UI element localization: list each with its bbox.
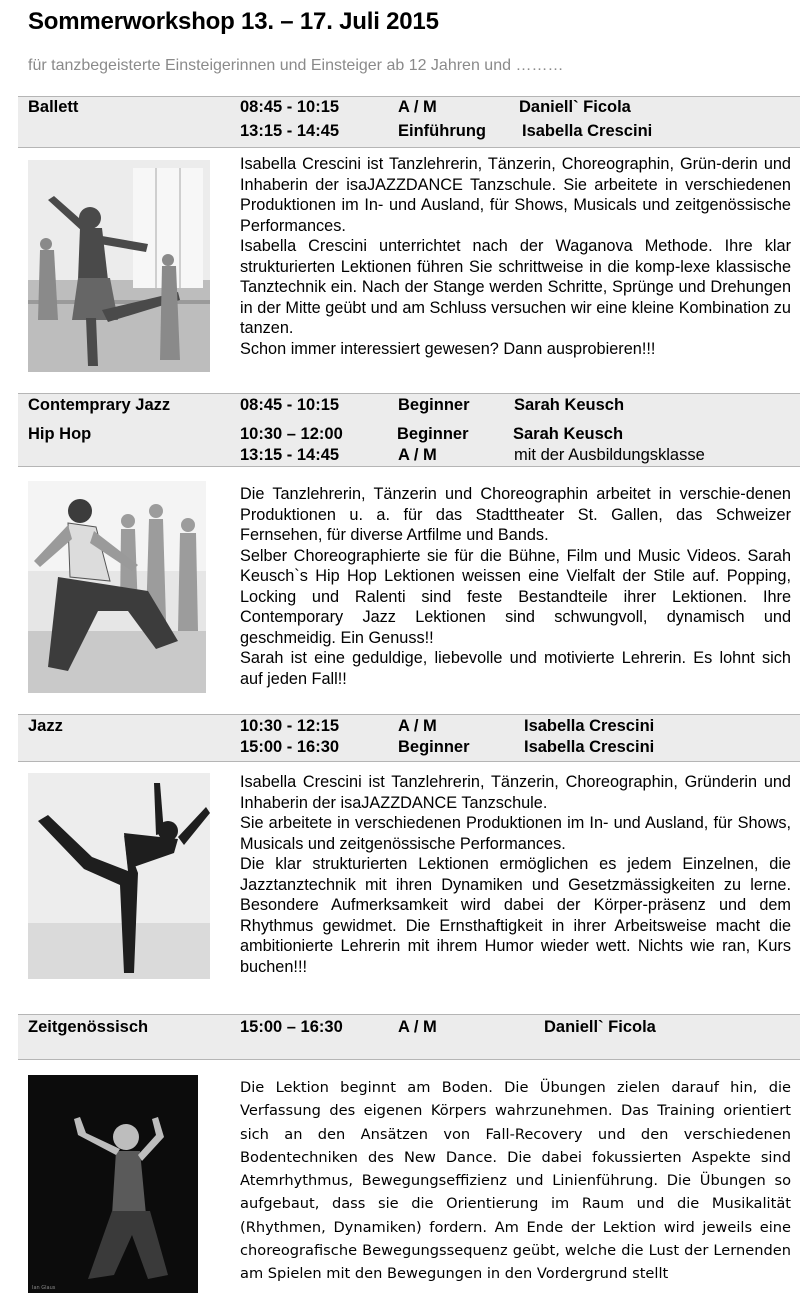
page-subtitle: für tanzbegeisterte Einsteigerinnen und Einsteiger ab 12 Jahren und ……… — [28, 57, 564, 74]
paragraph: Sarah ist eine geduldige, liebevolle und motivierte Lehrerin. Es lohnt sich auf jeden Fall!! — [240, 649, 791, 688]
schedule-time: 10:30 - 12:15 — [240, 717, 340, 735]
hiphop-description — [240, 484, 791, 689]
schedule-teacher: Sarah Keusch — [514, 396, 625, 414]
paragraph: Isabella Crescini ist Tanzlehrerin, Tänzerin, Choreographin, Grün-derin und Inhaberin der isaJAZZDANCE Tanzschule. Sie arbeitete in verschiedenen Produktionen im In- und Ausland, für Shows, Musicals und zeitgenössische Performances. — [240, 155, 791, 235]
schedule-level: A / M — [398, 717, 437, 735]
jazz-dancer-photo — [28, 773, 210, 979]
schedule-teacher: Isabella Crescini — [524, 717, 655, 735]
contemporary-dancer-photo — [28, 1075, 198, 1293]
schedule-teacher: Isabella Crescini — [522, 122, 653, 140]
paragraph: Schon immer interessiert gewesen? Dann ausprobieren!!! — [240, 339, 656, 358]
schedule-time: 13:15 - 14:45 — [240, 446, 340, 464]
schedule-level: A / M — [398, 1018, 437, 1036]
schedule-level: Beginner — [398, 738, 470, 756]
schedule-level: Einführung — [398, 122, 486, 140]
schedule-teacher: mit der Ausbildungsklasse — [514, 446, 705, 464]
course-name-jazz: Jazz — [28, 717, 63, 735]
course-name-ballett: Ballett — [28, 98, 79, 116]
schedule-time: 15:00 - 16:30 — [240, 738, 340, 756]
paragraph: Sie arbeitete in verschiedenen Produktionen im In- und Ausland, für Shows, Musicals und zeitgenössische Performances. — [240, 814, 791, 853]
schedule-time: 13:15 - 14:45 — [240, 122, 340, 140]
paragraph: Selber Choreographierte sie für die Bühne, Film und Music Videos. Sarah Keusch`s Hip Hop Lektionen weissen eine Vielfalt der Stile auf. Popping, Locking und Ralenti sind feste Bestandteile ihrer Lektionen. Ihre Contemporary Jazz Lektionen sind schwungvoll, dynamisch und geschmeidig. Ein Genuss!! — [240, 546, 791, 647]
schedule-teacher: Isabella Crescini — [524, 738, 655, 756]
schedule-level: Beginner — [398, 396, 470, 414]
page-title: Sommerworkshop 13. – 17. Juli 2015 — [28, 8, 439, 35]
course-name-contemporary-jazz: Contemprary Jazz — [28, 396, 171, 414]
jazz-description — [240, 772, 791, 977]
paragraph: Die Lektion beginnt am Boden. Die Übungen zielen darauf hin, die Verfassung des eigenen Körpers wahrzunehmen. Das Training orientiert sich an den Ansätzen von Fall-Recovery und den verschiedenen Bodentechniken des New Dance. Die dabei fokussierten Aspekte sind Atemrhythmus, Bewegungseffizienz und Linienführung. Die Übungen so aufgebaut, dass sie die Orientierung im Raum und die Musikalität (Rhythmen, Dynamiken) fordern. Am Ende der Lektion wird jeweils eine choreografische Bewegungssequenz geübt, welche die Lust der Lernenden am Spielen mit den Bewegungen in den Vordergrund stellt — [240, 1079, 791, 1283]
schedule-level: Beginner — [397, 425, 469, 443]
schedule-level: A / M — [398, 446, 437, 464]
paragraph: Isabella Crescini ist Tanzlehrerin, Tänzerin, Choreographin, Gründerin und Inhaberin der isaJAZZDANCE Tanzschule. — [240, 773, 791, 812]
paragraph: Isabella Crescini unterrichtet nach der Waganova Methode. Ihre klar strukturierten Lektionen führen Sie schrittweise in die komp-lexe klassische Tanztechnik ein. Nach der Stange werden Schritte, Sprünge und Drehungen in der Mitte geübt und am Schluss versuchen wir eine kleine Kombination zu tanzen. — [240, 237, 791, 337]
photo-credit: Ian Glaus — [32, 1285, 56, 1291]
schedule-time: 08:45 - 10:15 — [240, 396, 340, 414]
schedule-teacher: Sarah Keusch — [513, 425, 624, 443]
schedule-time: 10:30 – 12:00 — [240, 425, 343, 443]
schedule-time: 15:00 – 16:30 — [240, 1018, 343, 1036]
hiphop-dancers-photo — [28, 481, 206, 693]
paragraph: Die klar strukturierten Lektionen ermöglichen es jedem Einzelnen, die Jazztanztechnik mit ihren Dynamiken und Gesetzmässigkeiten zu lerne. Besondere Aufmerksamkeit wird dabei der Körper-präsenz und dem Rhythmus gewidmet. Die Ernsthaftigkeit in ihrer Arbeitsweise macht die ambitionierte Lehrerin mit ihrem Humor wieder wett. Nichts wie ran, Kurs buchen!!! — [240, 855, 791, 976]
schedule-teacher: Daniell` Ficola — [544, 1018, 656, 1036]
schedule-time: 08:45 - 10:15 — [240, 98, 340, 116]
schedule-teacher: Daniell` Ficola — [519, 98, 631, 116]
ballett-description — [240, 154, 791, 359]
paragraph: Die Tanzlehrerin, Tänzerin und Choreographin arbeitet in verschie-denen Produktionen u. a. für das Stadttheater St. Gallen, das Schweizer Fernsehen, für diverse Artfilme und Bands. — [240, 485, 791, 544]
ballet-dancer-photo — [28, 160, 210, 372]
course-name-zeitgenoessisch: Zeitgenössisch — [28, 1018, 149, 1036]
zeitgenoessisch-description — [240, 1076, 791, 1286]
schedule-level: A / M — [398, 98, 437, 116]
course-name-hip-hop: Hip Hop — [28, 425, 92, 443]
